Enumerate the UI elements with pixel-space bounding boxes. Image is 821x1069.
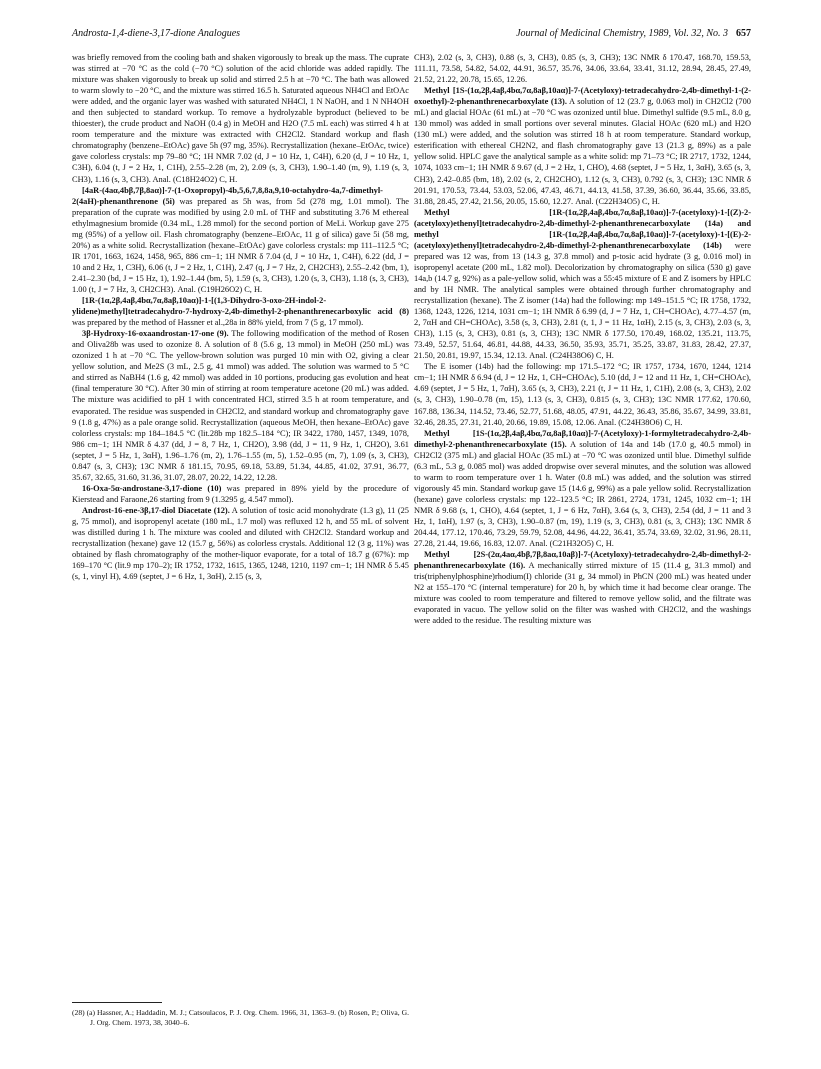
paragraph-compound-12 (72, 505, 409, 582)
paragraph-compound-9 (72, 328, 409, 483)
right-column (414, 52, 751, 626)
compound-heading-9: 3β-Hydroxy-16-oxaandrostan-17-one (9). (82, 329, 229, 339)
compound-heading-14: Methyl [1R-(1α,2β,4aβ,4bα,7α,8aβ,10aα)]-7-(acetyloxy)-1-[(Z)-2-(acetyloxy)ethenyl]tetradecahydro-2,4b-dimethyl-2-phenanthrenecarboxylate (14a) and methyl [1R-(1α,2β,4aβ,4bα,7α,8aβ,10aα)]-7-(acetyloxy)-1-[(E)-2-(acetyloxy)ethenyl]tetradecahydro-2,4b-dimethyl-2-phenanthrenecarboxylate (14b) (414, 207, 751, 250)
footnote-28: (28) (a) Hassner, A.; Haddadin, M. J.; Catsoulacos, P. J. Org. Chem. 1966, 31, 1363–9. (b) Rosen, P.; Oliva, G. J. Org. Chem. 1973, 38, 3040–6. (72, 1008, 409, 1027)
paragraph-body-16: A mechanically stirred mixture of 15 (11.4 g, 31.3 mmol) and tris(triphenylphosphine)rhodium(I) chloride (31 g, 34 mmol) in PhCN (200 mL) was heated under N2 at 155–170 °C (internal temperature) for 20 h, by which time it had become clear orange. The mixture was cooled to room temperature and filtered to remove yellow solid, and the filtrate was evaporated in vacuo. The yellow solid on the filter was washed with CH2Cl2, and the washings were added to the residue. The resulting mixture was (414, 561, 751, 626)
paragraph-body-5i: was prepared as 5h was, from 5d (278 mg, 1.01 mmol). The preparation of the cuprate was modified by using 2.0 mL of THF and substituting 3.76 M ethereal ethylmagnesium bromide (0.34 mL, 1.28 mmol) for the second portion of MeLi. Workup gave 275 mg (95%) of a yellow oil. Flash chromatography (benzene–EtOAc, 11 g of silica) gave 5i (58 mg, 20%) as a white solid. Recrystallization (hexane–EtOAc) gave colorless crystals: mp 111–112.5 °C; IR 1701, 1663, 1624, 1458, 965, 886 cm−1; 1H NMR δ 7.04 (d, J = 10 Hz, 1, C4H), 6.22 (dd, J = 10 and 2 Hz, 1, C3H), 6.06 (t, J = 2 Hz, 1, C1H), 2.47 (q, J = 7 Hz, 2, CH2CH3), 2.55–2.42 (bm, 1), 2.41–2.30 (bd, J = 15 Hz, 1), 1.92–1.44 (bm, 5), 1.59 (s, 3, CH3), 1.20 (s, 3, CH3), 1.18 (s, 3, CH3), 1.00 (t, J = 7 Hz, 3, CH2CH3). Anal. (C19H26O2) C, H. (72, 196, 409, 294)
compound-heading-10: 16-Oxa-5α-androstane-3,17-dione (10) (82, 483, 222, 493)
journal-citation (516, 28, 751, 39)
paragraph-body-15: A solution of 14a and 14b (17.0 g, 40.5 mmol) in CH2Cl2 (375 mL) and glacial HOAc (35 mL) at −70 °C was ozonized until blue. Dimethyl sulfide (6.3 mL, 5.3 g, 0.085 mol) was added dropwise over several minutes, and the solution was allowed to warm to room temperature over 1 h. Water (0.8 mL) was added, and the solution was stirred vigorously 45 min. Standard workup gave 15 (14.6 g, 99%) as a pale yellow solid. Recrystallization (hexane) gave colorless crystals: mp 122–123.5 °C; IR 2861, 2724, 1731, 1245, 1032 cm−1; 1H NMR δ 9.68 (s, 1, CHO), 4.64 (septet, 1, J = 6 Hz, 7αH), 3.64 (s, 3, CH3), 2.54 (dd, J = 11 and 3 Hz, 1, 1αH), 1.97 (s, 3, CH3), 1.90–0.87 (m, 19), 1.19 (s, 3, CH3), 0.81 (s, 3, CH3); 13C NMR δ 204.44, 177.12, 170.46, 73.29, 59.79, 52.08, 44.96, 44.22, 36.41, 35.74, 33.69, 32.02, 31.96, 28.11, 27.28, 21.44, 19.66, 16.83, 12.07. Anal. (C21H32O5) C, H. (414, 439, 751, 549)
paragraph-body-13: A solution of 12 (23.7 g, 0.063 mol) in CH2Cl2 (700 mL) and glacial HOAc (61 mL) at −70 °C was ozonized until blue. Dimethyl sulfide (9.5 mL, 8.0 g, 130 mmol) was added in small portions over several minutes. Glacial HOAc (620 mL) and H2O (130 mL) were added, and the solution was stirred 18 h at room temperature. Standard workup, esterification with ethereal CH2N2, and flash chromatography gave 13 (21.3 g, 89%) as a pale yellow solid. HPLC gave the analytical sample as a white solid: mp 71–73 °C; IR 2717, 1732, 1244, 1074, 1033 cm−1; 1H NMR δ 9.67 (d, J = 2 Hz, 1, CHO), 4.68 (septet, J = 5 Hz, 1, 3αH), 3.65 (s, 3, CH3), 2.42–0.85 (bm, 18), 2.02 (s, 2, CH2CHO), 1.12 (s, 3, CH3), 0.792 (s, 3, CH3); 13C NMR δ 201.91, 170.53, 73.44, 53.03, 52.06, 47.43, 46.71, 44.13, 41.58, 37.39, 36.60, 36.44, 35.66, 33.85, 31.88, 28.45, 27.42, 21.56, 20.05, 15.60, 12.27. Anal. (C22H34O5) C, H. (414, 97, 751, 206)
compound-heading-15: Methyl [1S-(1α,2β,4aβ,4bα,7α,8aβ,10aα)]-7-(Acetyloxy)-1-formyltetradecahydro-2,4b-dimethyl-2-phenanthrenecarboxylate (15). (414, 428, 751, 449)
compound-heading-13: Methyl [1S-(1α,2β,4aβ,4bα,7α,8aβ,10aα)]-7-(Acetyloxy)-tetradecahydro-2,4b-dimethyl-1-(2-oxoethyl)-2-phenanthrenecarboxylate (13). (414, 86, 751, 107)
paragraph-compound-8 (72, 295, 409, 328)
paragraph-compound-16 (414, 549, 751, 626)
paragraph-body-14: were prepared was 12 was, from 13 (14.3 g, 37.8 mmol) and p-tosic acid hydrate (3 g, 0.016 mol) in isopropenyl acetate (200 mL, 1.82 mol). Decolorization by chromatography on silica (530 g) gave 14a,b (14.7 g, 92%) as a pale-yellow solid, which was a 55:45 mixture of E and Z isomers by HPLC and by 1H NMR. The analytical samples were obtained through further chromatography and recrystallization (hexane). The Z isomer (14a) had the following: mp 149–151.5 °C; IR 1758, 1732, 1368, 1243, 1226, 1214, 1031 cm−1; 1H NMR δ 6.99 (d, J = 7 Hz, 1, CH=CHOAc), 4.77–4.57 (m, 2, 7αH and CH=CHOAc), 3.58 (s, 3, CH3), 2.81 (t, 1, J = 11 Hz, 1αH), 2.15 (s, 3, CH3), 2.03 (s, 3, CH3), 1.15 (s, 3, CH3), 0.81 (s, 3, CH3); 13C NMR δ 177.50, 170.49, 168.02, 135.21, 113.75, 73.49, 52.57, 51.64, 46.81, 44.88, 44.33, 36.50, 35.93, 35.71, 35.25, 33.87, 31.83, 28.42, 27.37, 21.50, 20.81, 19.97, 15.34, 12.13. Anal. (C24H38O6) C, H. (414, 240, 751, 361)
compound-heading-5i: [4aR-(4aα,4bβ,7β,8aα)]-7-(1-Oxopropyl)-4b,5,6,7,8,8a,9,10-octahydro-4a,7-dimethyl-2(4aH)-phenanthrenone (5i) (72, 185, 383, 206)
paragraph-12-continued: CH3), 2.02 (s, 3, CH3), 0.88 (s, 3, CH3), 0.85 (s, 3, CH3); 13C NMR δ 170.47, 168.70, 159.53, 111.11, 73.58, 54.82, 54.02, 44.91, 36.57, 35.76, 34.06, 33.64, 33.41, 31.12, 28.94, 28.45, 27.49, 21.52, 21.22, 20.78, 15.65, 12.26. (414, 53, 751, 85)
page-number: 657 (736, 28, 751, 39)
footnotes (72, 1008, 409, 1028)
paragraph-compound-14 (414, 207, 751, 362)
paragraph-body-9: The following modification of the method of Rosen and Oliva28b was used to ozonize 8. A solution of 8 (5.6 g, 13 mmol) in MeOH (250 mL) was ozonized 1 h at −70 °C. The yellow-brown solution was purged 10 min with O2, giving a clear yellow solution, and Me2S (3 mL, 2.5 g, 41 mmol) was added. The solution was warmed to 5 °C and stirred as NaBH4 (1.6 g, 42 mmol) was added in 10 portions, producing gas evolution and heat (final temperature 30 °C). After 30 min of stirring at room temperature acetone (20 mL) was added. The mixture was acidified to pH 1 with concentrated HCl, stirred 3.5 h at room temperature, and evaporated. The residue was suspended in CH2Cl2, and standard workup and chromatography gave 9 (1.8 g, 47%) as a pale orange solid. Recrystallization (aqueous MeOH, then hexane–EtOAc) gave colorless crystals: mp 184–184.5 °C (lit.28b mp 182.5–184 °C); IR 3422, 1780, 1457, 1349, 1078, 986 cm−1; 1H NMR δ 4.37 (dd, J = 8, 7 Hz, 1, CH2O), 3.98 (dd, J = 11, 9 Hz, 1, CH2O), 3.61 (septet, J = 5 Hz, 1, 3αH), 1.96–1.76 (m, 2), 1.76–1.55 (m, 5), 1.52–0.95 (m, 7), 1.09 (s, 3, CH3), 0.847 (s, 3, CH3); 13C NMR δ 181.15, 70.95, 69.18, 53.89, 51.34, 44.85, 41.02, 37.91, 36.77, 35.67, 32.65, 31.60, 31.36, 31.07, 28.07, 20.22, 14.22, 12.28. (72, 329, 409, 482)
running-title: Androsta-1,4-diene-3,17-dione Analogues (72, 28, 241, 39)
running-header (72, 28, 751, 44)
compound-heading-16: Methyl [2S-(2α,4aα,4bβ,7β,8aα,10aβ)]-7-(Acetyloxy)-tetradecahydro-2,4b-dimethyl-2-phenanthrenecarboxylate (16). (414, 550, 751, 571)
journal-name: Journal of Medicinal Chemistry, 1989, Vol. 32, No. 3 (516, 28, 728, 39)
compound-heading-12: Androst-16-ene-3β,17-diol Diacetate (12). (82, 505, 230, 515)
paragraph-compound-15 (414, 428, 751, 550)
compound-heading-8: [1R-(1α,2β,4aβ,4bα,7α,8aβ,10aα)]-1-[(1,3-Dihydro-3-oxo-2H-indol-2-ylidene)methyl]tetradecahydro-7-hydroxy-2,4b-dimethyl-2-phenanthrenecarboxylic acid (8) (72, 296, 409, 317)
paragraph-5i (72, 185, 409, 295)
paragraph-body-8: was prepared by the method of Hassner et al.,28a in 88% yield, from 7 (5 g, 17 mmol). (72, 318, 364, 328)
paragraph-5h-continued: was briefly removed from the cooling bath and shaken vigorously to break up the mass. The cuprate was stirred at −70 °C as the cold (−70 °C) solution of the acid chloride was added rapidly. The mixture was shaken vigorously to break up solid and stirred 2.5 h at −70 °C. The bath was allowed to warm slowly to −20 °C, and the mixture was stirred 16.5 h. Saturated aqueous NH4Cl and EtOAc were added, and the organic layer was washed with saturated NH4Cl, 1 N NaOH, and 1 N NH4OH and then subjected to standard workup. To remove a hydrolyzable byproduct (believed to be thioester), the crude product and NaOH (0.4 g) in MeOH and H2O (7.5 mL each) was stirred 4 h at room temperature and the mixture was extracted with CH2Cl2. Standard workup and flash chromatography (benzene–EtOAc) gave 5h (97 mg, 35%). Recrystallization (hexane–EtOAc, twice) gave colorless crystals: mp 79–80 °C; 1H NMR 7.02 (d, J = 10 Hz, 1, C4H), 6.20 (d, J = 10 Hz, 1, C3H), 6.04 (t, J = 2 Hz, 1, C1H), 2.55–2.28 (m, 2), 2.09 (s, 3, CH3), 1.90–1.40 (m, 9), 1.19 (s, 3, CH3), 1.16 (s, 3, CH3). Anal. (C18H24O2) C, H. (72, 53, 409, 184)
paragraph-compound-14b: The E isomer (14b) had the following: mp 171.5–172 °C; IR 1757, 1734, 1670, 1244, 1214 cm−1; 1H NMR δ 6.94 (d, J = 12 Hz, 1, CH=CHOAc), 5.10 (dd, J = 12 and 11 Hz, 1, CH=CHOAc), 4.69 (septet, J = 5 Hz, 1, 7αH), 3.65 (s, 3, CH3), 2.21 (t, J = 11 Hz, 1, C1H), 2.08 (s, 3, CH3), 2.02 (s, 3, CH3), 1.90–0.78 (m, 15), 1.13 (s, 3, CH3), 0.815 (s, 3, CH3); 13C NMR 177.62, 170.60, 167.88, 136.34, 114.52, 73.46, 52.77, 51.68, 48.05, 47.91, 44.22, 36.43, 35.86, 35.67, 34.99, 33.81, 32.46, 28.35, 27.31, 21.40, 20.66, 19.89, 15.08, 12.06. Anal. (C24H38O6) C, H. (414, 362, 751, 427)
paragraph-body-12: A solution of tosic acid monohydrate (1.3 g), 11 (25 g, 75 mmol), and isopropenyl acetate (180 mL, 1.7 mol) was refluxed 12 h, and 55 mL of solvent was distilled during 1 h. The mixture was cooled and diluted with CH2Cl2. Standard workup and recrystallization (hexane) gave 12 (15.7 g, 56%) as colorless crystals. Additional 12 (3 g, 11%) was obtained by flash chromatography of the mother-liquor evaporate, for a total of 18.7 g (67%): mp 169–170 °C (lit.9 mp 170–2); IR 1752, 1732, 1615, 1365, 1248, 1210, 1197 cm−1; 1H NMR δ 5.45 (s, 1, vinyl H), 4.69 (septet, J = 6 Hz, 1, 3αH), 2.15 (s, 3, (72, 505, 409, 582)
footnote-divider (72, 1002, 162, 1003)
left-column (72, 52, 409, 582)
paragraph-compound-10 (72, 483, 409, 505)
paragraph-body-10: was prepared in 89% yield by the procedure of Kierstead and Faraone,26 starting from 9 (1.3295 g, 4.547 mmol). (72, 483, 409, 504)
paragraph-compound-13 (414, 85, 751, 207)
